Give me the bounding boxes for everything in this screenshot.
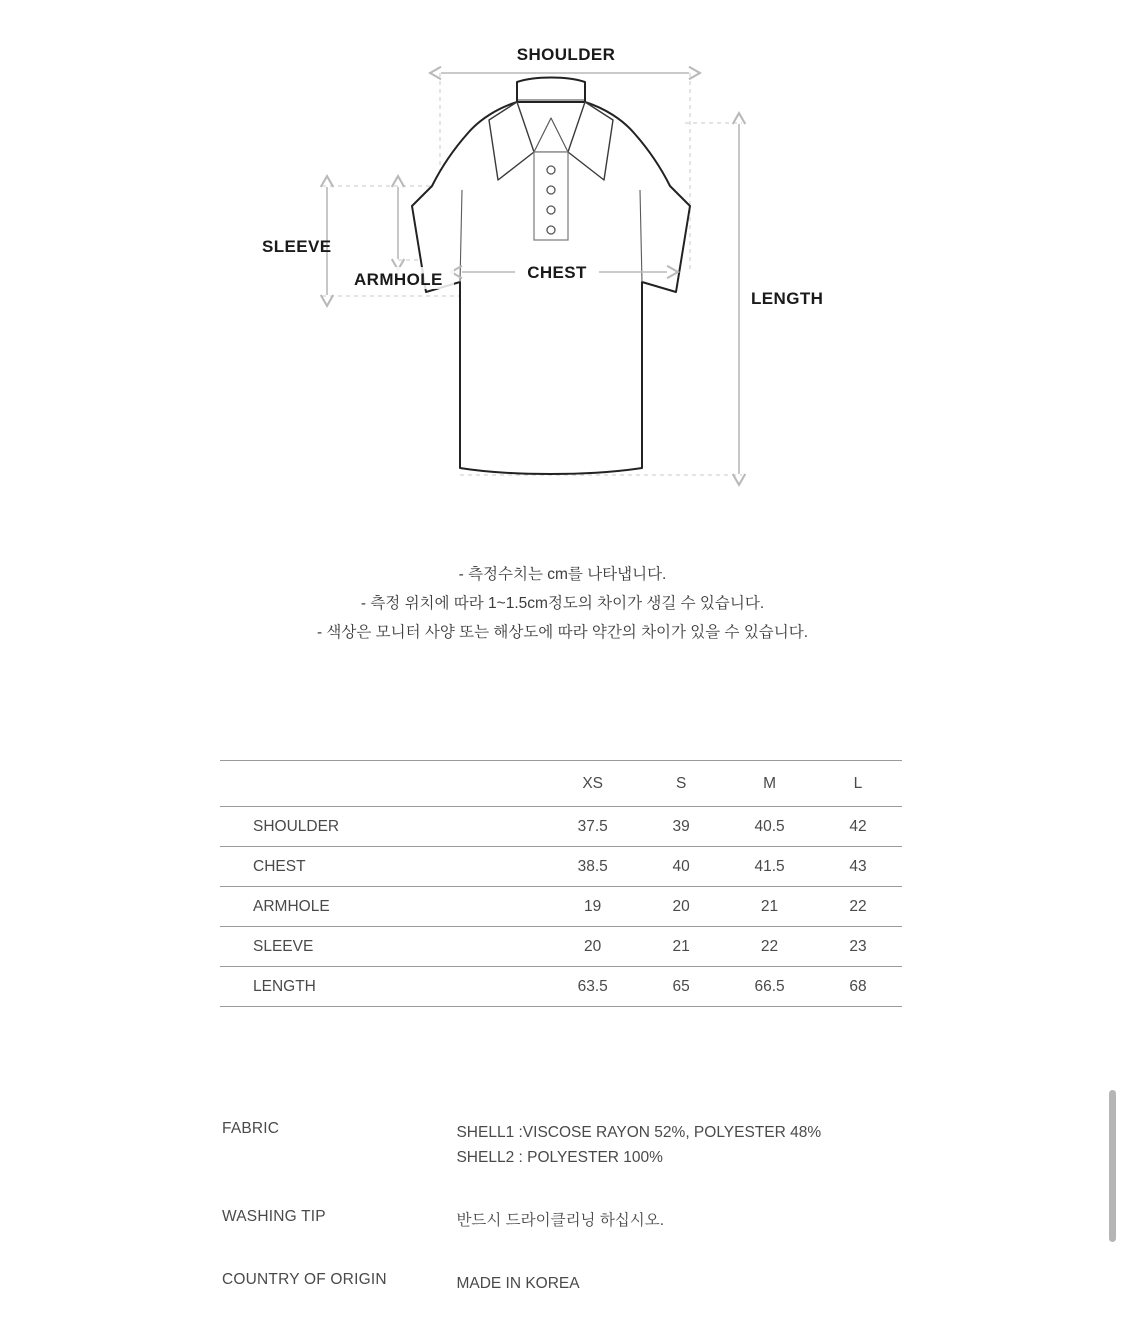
table-header-row <box>220 761 902 807</box>
info-value-line: MADE IN KOREA <box>456 1275 580 1292</box>
info-label: FABRIC <box>222 1120 280 1137</box>
info-values <box>456 1208 664 1233</box>
note-line: - 색상은 모니터 사양 또는 해상도에 따라 약간의 차이가 있을 수 있습니다. <box>316 624 809 641</box>
table-row <box>220 807 902 847</box>
info-values <box>456 1120 821 1170</box>
row-label: ARMHOLE <box>220 887 548 927</box>
cell-value: 41.5 <box>725 847 814 887</box>
row-label: SLEEVE <box>220 927 548 967</box>
garment-diagram-section <box>0 0 1125 520</box>
cell-value: 22 <box>725 927 814 967</box>
row-label: LENGTH <box>220 967 548 1007</box>
length-label: LENGTH <box>751 289 824 308</box>
column-header-l: L <box>814 761 902 807</box>
size-chart-table <box>220 760 902 1007</box>
table-row <box>220 927 902 967</box>
row-label: CHEST <box>220 847 548 887</box>
info-row-country-of-origin <box>222 1271 982 1296</box>
table-row <box>220 887 902 927</box>
size-table-container <box>220 760 902 1007</box>
cell-value: 22 <box>814 887 902 927</box>
info-value-line: SHELL2 : POLYESTER 100% <box>456 1149 663 1166</box>
table-row <box>220 847 902 887</box>
cell-value: 38.5 <box>548 847 637 887</box>
cell-value: 21 <box>725 887 814 927</box>
cell-value: 20 <box>548 927 637 967</box>
note-line: - 측정수치는 cm를 나타냅니다. <box>458 566 667 583</box>
cell-value: 40.5 <box>725 807 814 847</box>
shoulder-label: SHOULDER <box>516 45 616 64</box>
cell-value: 39 <box>637 807 725 847</box>
info-label: COUNTRY OF ORIGIN <box>222 1271 387 1288</box>
info-row-washing-tip <box>222 1208 982 1233</box>
cell-value: 43 <box>814 847 902 887</box>
garment-measurement-diagram <box>230 20 870 510</box>
info-label: WASHING TIP <box>222 1208 326 1225</box>
cell-value: 20 <box>637 887 725 927</box>
info-values <box>456 1271 579 1296</box>
armhole-label: ARMHOLE <box>354 270 443 289</box>
sleeve-label: SLEEVE <box>262 237 332 256</box>
cell-value: 40 <box>637 847 725 887</box>
product-info-block <box>222 1120 982 1334</box>
info-value-line: SHELL1 :VISCOSE RAYON 52%, POLYESTER 48% <box>456 1124 822 1141</box>
column-header-xs: XS <box>548 761 637 807</box>
row-label: SHOULDER <box>220 807 548 847</box>
cell-value: 23 <box>814 927 902 967</box>
cell-value: 42 <box>814 807 902 847</box>
note-line: - 측정 위치에 따라 1~1.5cm정도의 차이가 생길 수 있습니다. <box>360 595 765 612</box>
chest-label: CHEST <box>527 263 587 282</box>
cell-value: 37.5 <box>548 807 637 847</box>
info-row-fabric <box>222 1120 982 1170</box>
table-row <box>220 967 902 1007</box>
page-scrollbar-thumb[interactable] <box>1109 1090 1116 1242</box>
cell-value: 19 <box>548 887 637 927</box>
info-value-line: 반드시 드라이클리닝 하십시오. <box>456 1212 665 1229</box>
cell-value: 66.5 <box>725 967 814 1007</box>
cell-value: 63.5 <box>548 967 637 1007</box>
cell-value: 65 <box>637 967 725 1007</box>
measurement-notes <box>0 560 1125 647</box>
column-header-m: M <box>725 761 814 807</box>
column-header-s: S <box>637 761 725 807</box>
cell-value: 21 <box>637 927 725 967</box>
cell-value: 68 <box>814 967 902 1007</box>
table-corner-cell <box>220 761 548 807</box>
